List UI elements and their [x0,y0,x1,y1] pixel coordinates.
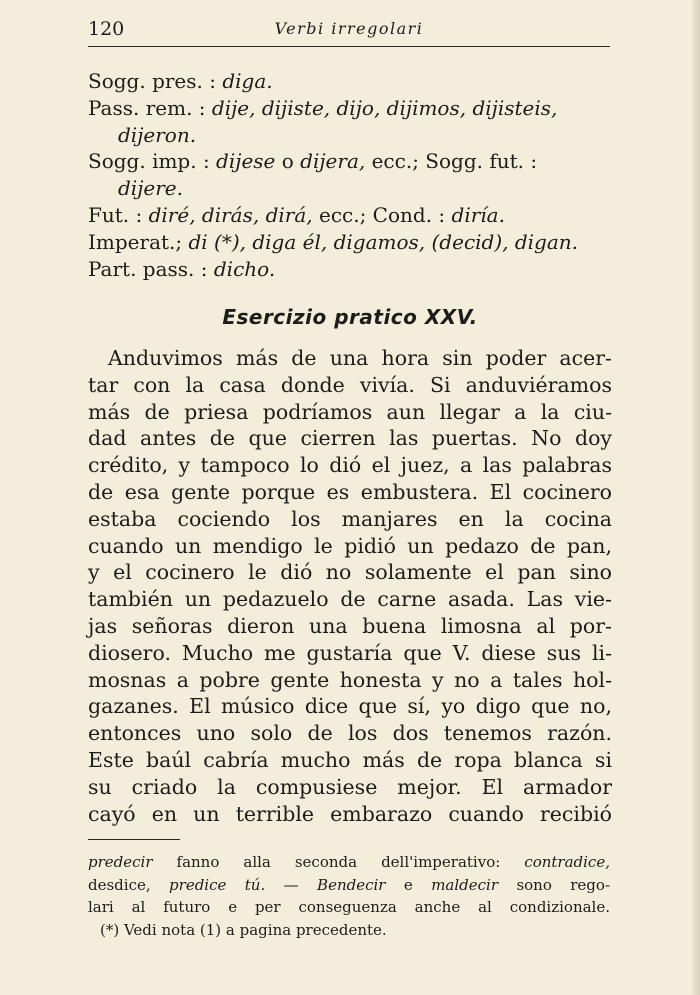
forms: dicho. [213,256,276,281]
footnote-line [88,874,610,897]
ecc-text: ecc.; Cond. : [318,202,446,227]
text-line: su criado la compusiese mejor. El armador [88,774,612,799]
footnote-term: predice tú. — Bendecir [169,875,386,894]
conjunction: o [281,149,294,174]
forms: dijere. [118,176,183,201]
text-line: también un pedazuelo de carne asada. Las vie- [88,587,612,612]
conj-line-pass-rem [88,95,618,122]
conj-line-imperat [88,229,618,256]
text-line: cuando un mendigo le pidió un pedazo de pan, [88,533,612,558]
conj-line-part-pass [88,256,618,283]
text-line: jas señoras dieron una buena limosna al por- [88,613,612,638]
text-line: Anduvimos más de una hora sin poder acer- [108,346,612,370]
label: Sogg. pres. : [88,69,216,93]
label: Part. pass. : [88,256,208,281]
conj-line-sogg-fut [88,175,618,202]
text-line: tar con la casa donde vivía. Si anduviéramos [88,372,612,397]
text-line: diosero. Mucho me gustaría que V. diese sus li- [88,640,612,665]
text-line: y el cocinero le dió no solamente el pan sino [88,560,612,585]
footnote-line: lari al futuro e per conseguenza anche al condizionale. [88,898,610,916]
exercise-title: Esercizio pratico XXV. [222,305,478,329]
text-line: cayó en un terrible embarazo cuando recibió [88,801,612,826]
label: Pass. rem. : [88,95,206,120]
text-line: estaba cociendo los manjares en la cocina [88,506,612,531]
cond-forms: diría. [451,202,505,227]
label: Sogg. imp. : [88,149,210,174]
forms: dijese [216,149,276,174]
footnote-rule [88,839,180,840]
page-edge [692,0,700,995]
label: Fut. : [88,202,143,227]
page-number: 120 [88,18,125,40]
conj-line-pass-rem-cont [88,122,618,149]
footnote-text: fanno alla seconda dell'imperativo: [176,853,501,871]
footnote-line [88,851,610,874]
ecc-text: ecc.; Sogg. fut. : [371,149,538,174]
forms: dije, dijiste, dijo, dijimos, dijisteis, [211,95,558,120]
page-header [88,18,610,46]
text-line: Este baúl cabría mucho más de ropa blanca si [88,747,612,772]
text-line: mosnas a pobre gente honesta y no a tales hol- [88,667,612,692]
forms: diga. [222,69,273,93]
text-line: de esa gente porque es embustera. El cocinero [88,479,612,504]
footnote-term: contradice, [524,853,610,871]
text-line: gazanes. El músico dice que sí, yo digo que no, [88,694,612,719]
running-title: Verbi irregolari [274,19,424,38]
text-line: dad antes de que cierren las puertas. No doy [88,426,612,451]
text-line: entonces uno solo de los dos tenemos razón. [88,721,612,746]
label: Imperat.; [88,229,183,254]
conj-line-fut [88,202,618,229]
footnote-text: desdice, [88,875,151,894]
forms: di (*), diga él, digamos, (decid), digan. [188,229,579,254]
footnote-term: predecir [88,853,153,871]
forms: dijera, [300,149,366,174]
conjugation-block [88,68,618,282]
footnote-term: maldecir [431,875,499,894]
forms: dijeron. [118,122,197,147]
exercise-text [88,345,612,827]
footnote-line: (*) Vedi nota (1) a pagina precedente. [100,920,387,939]
header-rule [88,46,610,47]
footnote-text: e [403,875,413,894]
conj-line-sogg-pres [88,68,618,95]
text-line: crédito, y tampoco lo dió el juez, a las palabras [88,453,612,478]
footnote-text: sono rego- [516,875,611,894]
forms: diré, dirás, dirá, [148,202,313,227]
conj-line-sogg-imp [88,148,618,175]
text-line: más de priesa podríamos aun llegar a la ciu- [88,399,612,424]
footnotes [88,851,610,941]
